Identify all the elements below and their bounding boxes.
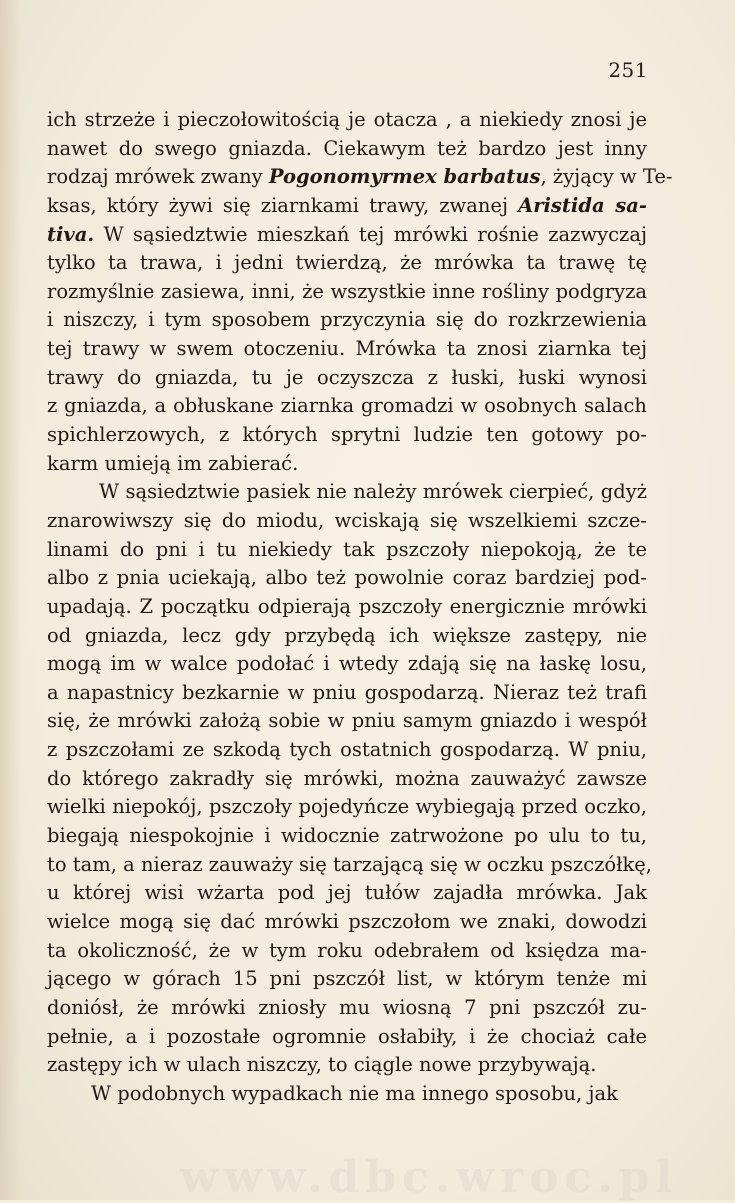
- text-segment: , żyjący w Te-: [540, 165, 673, 189]
- text-line: [47, 736, 647, 765]
- text-segment: i niszczy, i tym sposobem przyczynia się do rozkrzewienia: [47, 308, 647, 332]
- text-line: [47, 965, 647, 994]
- text-segment: albo z pnia uciekają, albo też powolnie coraz bardziej pod-: [47, 566, 647, 590]
- text-line: [47, 793, 647, 822]
- text-line: [47, 1051, 647, 1080]
- text-line: [47, 335, 647, 364]
- text-line: [47, 1023, 647, 1052]
- text-segment: upadają. Z początku odpierają pszczoły energicznie mrówki: [47, 594, 647, 618]
- text-line: [47, 364, 647, 393]
- text-line: [47, 908, 647, 937]
- text-line: [47, 507, 647, 536]
- text-line: [47, 1080, 647, 1109]
- text-segment: nawet do swego gniazda. Ciekawym też bardzo jest inny: [47, 136, 647, 160]
- text-line: [47, 278, 647, 307]
- text-segment: W sąsiedztwie mieszkań tej mrówki rośnie zazwyczaj: [94, 222, 647, 246]
- italic-term: tiva.: [47, 222, 95, 246]
- text-line: [47, 392, 647, 421]
- text-line: [47, 163, 673, 192]
- text-line: [47, 822, 647, 851]
- text-line: [47, 192, 647, 221]
- page-number: 251: [608, 58, 648, 82]
- text-line: [47, 536, 647, 565]
- text-line: [47, 679, 647, 708]
- text-segment: zastępy ich w ulach niszczy, to ciągle nowe przybywają.: [47, 1053, 597, 1077]
- text-line: [47, 765, 647, 794]
- text-segment: u której wisi wżarta pod jej tułów zajadła mrówka. Jak: [47, 881, 647, 905]
- italic-term: Pogonomyrmex barbatus: [268, 165, 541, 189]
- text-segment: tylko ta trawa, i jedni twierdzą, że mrówka ta trawę tę: [47, 251, 647, 275]
- text-line: [47, 135, 647, 164]
- body-text: [47, 106, 673, 1108]
- text-line: [47, 306, 647, 335]
- text-line: [47, 106, 647, 135]
- text-segment: z pszczołami ze szkodą tych ostatnich gospodarzą. W pniu,: [47, 738, 647, 762]
- text-segment: rozmyślnie zasiewa, inni, że wszystkie inne rośliny podgryza: [47, 279, 647, 303]
- text-line: [47, 622, 647, 651]
- text-line: [47, 593, 647, 622]
- text-segment: ksas, który żywi się ziarnkami trawy, zwanej: [47, 193, 519, 217]
- text-segment: od gniazda, lecz gdy przybędą ich większe zastępy, nie: [47, 623, 647, 647]
- text-segment: jącego w górach 15 pni pszczół list, w którym tenże mi: [47, 967, 647, 991]
- text-segment: z gniazda, a obłuskane ziarnka gromadzi w osobnych salach: [47, 394, 647, 418]
- text-line: [47, 707, 647, 736]
- text-segment: ich strzeże i pieczołowitością je otacza , a niekiedy znosi je: [47, 108, 647, 131]
- text-segment: wielki niepokój, pszczoły pojedyńcze wybiegają przed oczko,: [47, 795, 647, 819]
- text-segment: biegają niespokojnie i widocznie zatrwożone po ulu to tu,: [47, 824, 647, 848]
- text-segment: mogą im w walce podołać i wtedy zdają się na łaskę losu,: [47, 652, 647, 676]
- italic-term: Aristida sa-: [518, 193, 647, 217]
- text-line: [47, 851, 653, 880]
- text-segment: rodzaj mrówek zwany: [47, 165, 269, 189]
- text-line: [47, 249, 647, 278]
- text-segment: znarowiwszy się do miodu, wciskają się wszelkiemi szcze-: [47, 508, 647, 532]
- text-segment: spichlerzowych, z których sprytni ludzie ten gotowy po-: [47, 423, 647, 447]
- watermark: www.dbc.wroc.pl: [180, 1152, 679, 1203]
- text-segment: tej trawy w swem otoczeniu. Mrówka ta znosi ziarnka tej: [47, 337, 647, 361]
- text-line: [47, 564, 647, 593]
- text-line: [47, 221, 647, 250]
- text-segment: ta okoliczność, że w tym roku odebrałem od księdza ma-: [47, 938, 647, 962]
- text-line: [47, 879, 647, 908]
- text-segment: a napastnicy bezkarnie w pniu gospodarzą. Nieraz też trafi: [47, 680, 647, 704]
- text-segment: pełnie, a i pozostałe ogromnie osłabiły, i że chociaż całe: [47, 1024, 647, 1048]
- text-line: [47, 994, 647, 1023]
- text-segment: wielce mogą się dać mrówki pszczołom we znaki, dowodzi: [47, 909, 647, 933]
- page-gutter-shadow: [0, 0, 22, 1200]
- text-segment: doniósł, że mrówki zniosły mu wiosną 7 pni pszczół zu-: [47, 995, 647, 1019]
- text-segment: to tam, a nieraz zauważy się tarzającą się w oczku pszczółkę,: [47, 852, 653, 876]
- text-segment: do którego zakradły się mrówki, można zauważyć zawsze: [47, 766, 647, 790]
- text-line: [47, 421, 647, 450]
- text-segment: karm umieją im zabierać.: [47, 451, 299, 475]
- text-segment: W podobnych wypadkach nie ma innego sposobu, jak: [91, 1081, 618, 1105]
- text-segment: trawy do gniazda, tu je oczyszcza z łuski, łuski wynosi: [47, 365, 647, 389]
- text-line: [47, 450, 647, 479]
- text-segment: linami do pni i tu niekiedy tak pszczoły niepokoją, że te: [47, 537, 647, 561]
- text-segment: się, że mrówki założą sobie w pniu samym gniazdo i wespół: [47, 709, 647, 733]
- text-line: [47, 650, 647, 679]
- text-segment: W sąsiedztwie pasiek nie należy mrówek cierpieć, gdyż: [99, 480, 647, 504]
- text-line: [47, 478, 647, 507]
- text-line: [47, 937, 647, 966]
